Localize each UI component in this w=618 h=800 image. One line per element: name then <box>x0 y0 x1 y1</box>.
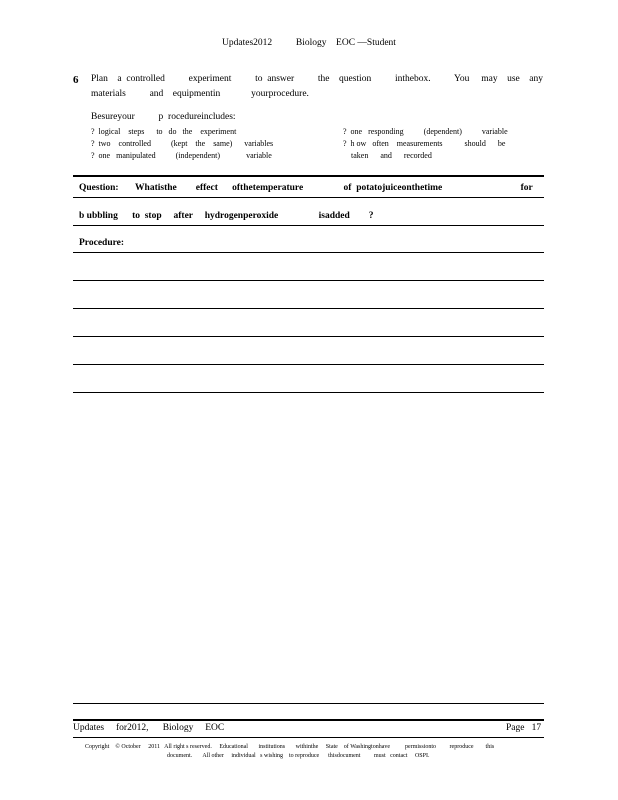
checklist-left-3: ? one manipulated (independent) variable <box>91 151 272 160</box>
checklist-intro: Besureyour p rocedureincludes: <box>91 112 236 122</box>
item-number: 6 <box>73 74 79 86</box>
footer-top-rule <box>73 703 544 704</box>
checklist-right-1: ? one responding (dependent) variable <box>343 127 508 136</box>
prompt-line-2: materials and equipmentin yourprocedure. <box>91 89 309 99</box>
footer-title: Updates for2012, Biology EOC <box>73 723 225 733</box>
procedure-label: Procedure: <box>79 238 125 248</box>
procedure-answer-line[interactable] <box>73 336 544 337</box>
question-divider <box>73 197 544 198</box>
copyright-line-1: Copyright © October 2011 All right s reserved. Educational institutions withinthe State of Washingtonhave permissionto reproduce this <box>85 744 495 750</box>
question-label: Question: <box>79 183 119 193</box>
procedure-answer-line[interactable] <box>73 364 544 365</box>
checklist-left-1: ? logical steps to do the experiment <box>91 127 237 136</box>
question-box-top-border <box>73 175 544 177</box>
question-text-1: Whatisthe effect ofthetemperature of potatojuiceonthetime for <box>118 183 533 193</box>
question-line-1 <box>79 183 533 193</box>
checklist-right-3: taken and recorded <box>343 151 432 160</box>
checklist-right-2: ? h ow often measurements should be <box>343 139 506 148</box>
page-number: Page 17 <box>506 723 542 733</box>
question-line-2: b ubbling to stop after hydrogenperoxide isadded ? <box>79 211 374 221</box>
prompt-line-1: Plan a controlled experiment to answer the question inthebox. You may use any <box>91 74 543 84</box>
procedure-answer-line[interactable] <box>73 308 544 309</box>
copyright-line-2: document. All other individual s wishing to reproduce thisdocument must contact OSPI. <box>167 753 430 759</box>
checklist-left-2: ? two controlled (kept the same) variables <box>91 139 274 148</box>
procedure-answer-line[interactable] <box>73 280 544 281</box>
question-box-bottom-border <box>73 225 544 226</box>
copyright-rule <box>73 737 544 738</box>
procedure-answer-line[interactable] <box>73 252 544 253</box>
footer-rule <box>73 719 544 721</box>
page-header: Updates2012 Biology EOC —Student <box>222 38 396 48</box>
procedure-answer-line[interactable] <box>73 392 544 393</box>
